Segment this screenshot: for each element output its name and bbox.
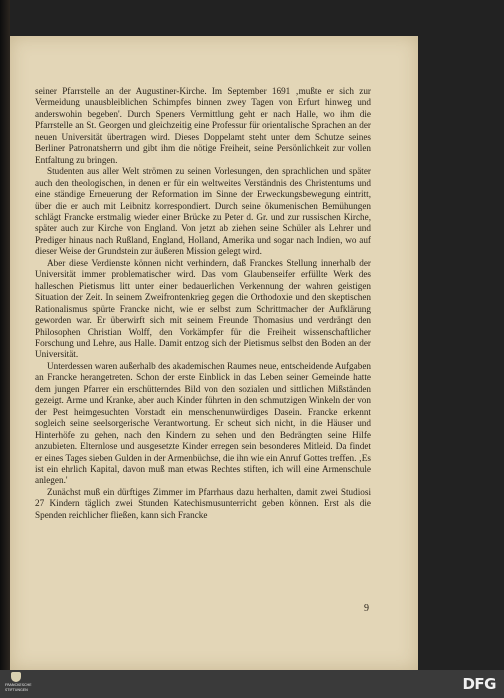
paragraph: seiner Pfarrstelle an der Augustiner-Kirche. Im September 1691 ‚mußte er sich zur Vermeidung unausbleiblichen Schimpfes binnen zwey Tagen von Erfurt hinweg und anderswohin begeben'. Durch Speners Vermittlung geht er nach Halle, wo ihm die Pfarrstelle an St. Georgen und gleichzeitig eine Professur für orientalische Sprachen an der neuen Universität übertragen wird. Dieses Doppelamt steht unter dem Schutze seines Berliner Patronatsherrn und gibt ihm die nötige Freiheit, seine Persönlichkeit zur vollen Entfaltung zu bringen. (35, 86, 371, 165)
viewer-footer (0, 670, 504, 698)
paragraph: Studenten aus aller Welt strömen zu seinen Vorlesungen, den sprachlichen und später auch den theologischen, in denen er für ein weltweites Verständnis des Christentums und eine ständige Erneuerung der Reformation im Sinne der Erweckungsbewegung eintritt, über die er auch mit Leibnitz korrespondiert. Durch seine ökumenischen Bemühungen schlägt Francke erstmalig wieder einer Brücke zu Peter d. Gr. und zur russischen Kirche, später auch zur Kirche von England. Von jetzt ab ziehen seine Schüler als Lehrer und Prediger hinaus nach Rußland, England, Holland, Amerika und sogar nach Indien, wo auf dieser Weise der Grundstein zur äußeren Mission gelegt wird. (35, 166, 371, 257)
page-number: 9 (364, 603, 369, 614)
dfg-logo[interactable]: DFG (462, 675, 496, 693)
paragraph: Aber diese Verdienste können nicht verhindern, daß Franckes Stellung innerhalb der Universität immer problematischer wird. Das vom Glaubenseifer erfüllte Werk des halleschen Pietismus litt unter einer bedauerlichen Verkennung der wahren geistigen Situation der Zeit. In seinem Zweifrontenkrieg gegen die Orthodoxie und den skeptischen Rationalismus spürte Francke nicht, wie er selbst zum Schrittmacher der Aufklärung geworden war. Er überwirft sich mit seinem Freunde Thomasius und verdrängt den Philosophen Christian Wolff, den Vorkämpfer für die Freiheit wissenschaftlicher Forschung und Lehre, aus Halle. Damit entzog sich der Pietismus selbst den Boden an der Universität. (35, 257, 371, 360)
library-logo[interactable] (5, 672, 32, 696)
paragraph: Unterdessen waren außerhalb des akademischen Raumes neue, entscheidende Aufgaben an Francke herangetreten. Schon der erste Einblick in das Leben seiner Gemeinde hatte dem jungen Pfarrer ein erschütterndes Bild von den sozialen und sittlichen Mißständen gezeigt. Arme und Kranke, aber auch Kinder führten in den schmutzigen Winkeln der von der Pest heimgesuchten Vorstadt ein menschenunwürdiges Dasein. Francke erkennt sogleich seine seelsorgerische Verantwortung. Er scheut sich nicht, in die Häuser und Hinterhöfe zu gehen, nach den Kindern zu sehen und den Bedrängten seine Hilfe anzubieten. Elternlose und ausgesetzte Kinder erregen sein besonderes Mitleid. Da findet er eines Tages sieben Gulden in der Armenbüchse, die ihn wie ein Anruf Gottes treffen. ‚Es ist ein ehrlich Kapital, davon muß man etwas Rechtes stiften, ich will eine Armenschule anlegen.' (35, 360, 371, 486)
library-crest-icon (11, 672, 21, 682)
body-text (35, 86, 371, 521)
book-spine (0, 0, 10, 670)
library-label-line2: STIFTUNGEN (5, 688, 28, 692)
library-label-line1: FRANCKESCHE (5, 683, 32, 687)
book-page (10, 36, 418, 670)
paragraph: Zunächst muß ein dürftiges Zimmer im Pfarrhaus dazu herhalten, damit zwei Studiosi 27 Kindern täglich zwei Stunden Katechismusunterricht geben können. Erst als die Spenden reichlicher fließen, kann sich Francke (35, 486, 371, 520)
